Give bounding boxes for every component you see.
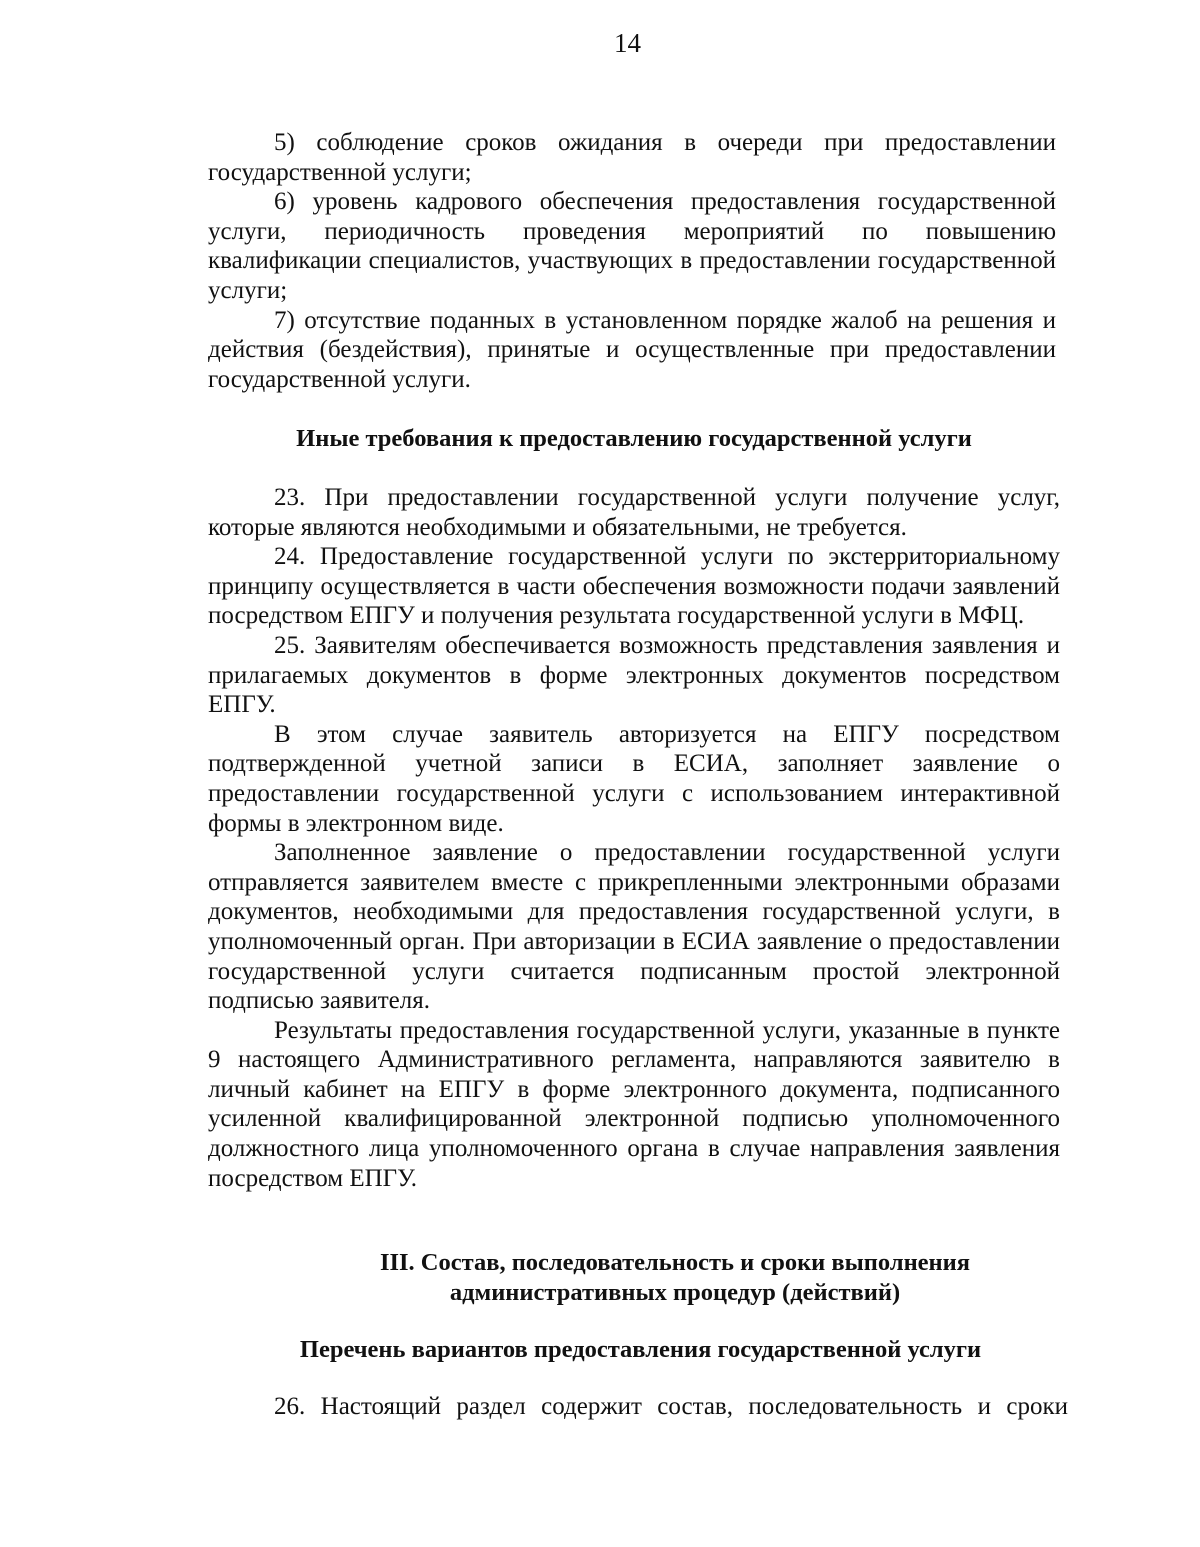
variants-section (208, 1392, 1068, 1422)
paragraph-7: 7) отсутствие поданных в установленном порядке жалоб на решения и действия (бездействия), принятые и осуществленные при предоставлении государственной услуги. (208, 306, 1056, 393)
paragraph-26: 26. Настоящий раздел содержит состав, последовательность и сроки (274, 1393, 1068, 1420)
paragraph-25-authorization: В этом случае заявитель авторизуется на ЕПГУ посредством подтвержденной учетной записи в ЕСИА, заполняет заявление о предоставлении государственной услуги с использованием интерактивной формы в электронном виде. (208, 720, 1060, 837)
requirements-section (208, 483, 1060, 1193)
paragraph-25: 25. Заявителям обеспечивается возможность представления заявления и прилагаемых документов в форме электронных документов посредством ЕПГУ. (208, 631, 1060, 719)
heading-service-variants: Перечень вариантов предоставления государственной услуги (299, 1336, 982, 1363)
paragraph-24: 24. Предоставление государственной услуги по экстерриториальному принципу осуществляется в части обеспечения возможности подачи заявлений посредством ЕПГУ и получения результата государственной услуги в МФЦ. (208, 543, 1060, 630)
section-iii-title-line-1: III. Состав, последовательность и сроки выполнения (379, 1249, 971, 1276)
page-number: 14 (614, 28, 641, 58)
paragraph-5: 5) соблюдение сроков ожидания в очереди при предоставлении государственной услуги; (208, 129, 1056, 186)
paragraph-25-results: Результаты предоставления государственной услуги, указанные в пункте 9 настоящего Административного регламента, направляются заявителю в личный кабинет на ЕПГУ в форме электронного документа, подписанного усиленной квалифицированной электронной подписью уполномоченного должностного лица уполномоченного органа в случае направления заявления посредством ЕПГУ. (208, 1016, 1060, 1192)
paragraph-23: 23. При предоставлении государственной услуги получение услуг, которые являются необходимыми и обязательными, не требуется. (208, 484, 1060, 541)
criteria-list (208, 128, 1056, 394)
heading-other-requirements: Иные требования к предоставлению государственной услуги (296, 425, 972, 452)
paragraph-6: 6) уровень кадрового обеспечения предоставления государственной услуги, периодичность проведения мероприятий по повышению квалификации специалистов, участвующих в предоставлении государственной услуги; (208, 188, 1056, 304)
section-iii-title (275, 1248, 1075, 1308)
section-iii-title-line-2: административных процедур (действий) (449, 1279, 901, 1306)
paragraph-25-submission: Заполненное заявление о предоставлении государственной услуги отправляется заявителем вместе с прикрепленными электронными образами документов, необходимыми для предоставления государственной услуги, в уполномоченный орган. При авторизации в ЕСИА заявление о предоставлении государственной услуги считается подписанным простой электронной подписью заявителя. (208, 839, 1060, 1015)
